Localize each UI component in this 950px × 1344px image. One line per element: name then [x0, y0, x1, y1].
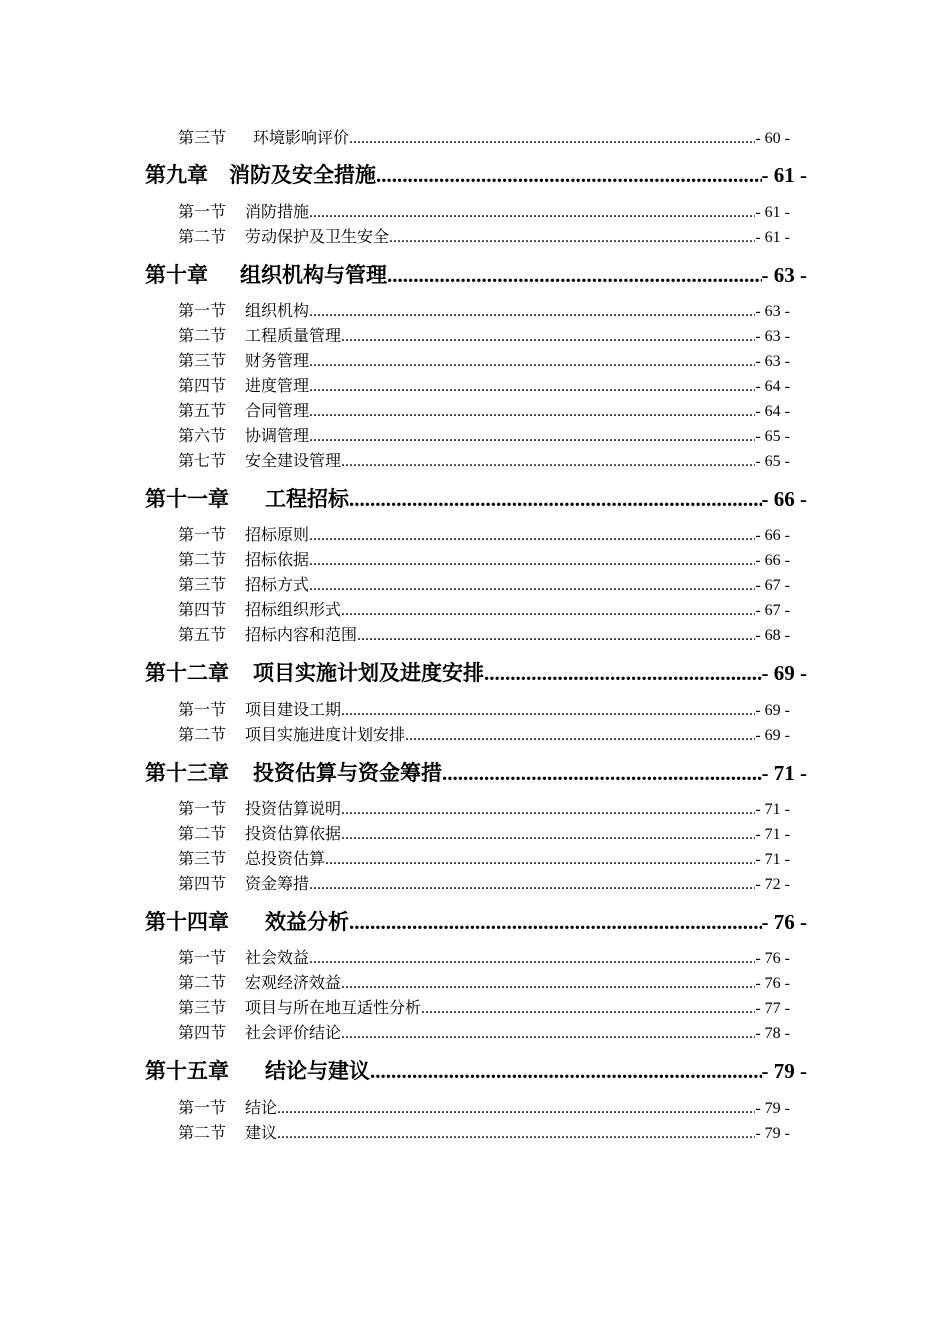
chapter-number: 第十四章 [145, 909, 229, 934]
section-title: 协调管理 [245, 426, 310, 445]
page-number: - 76 - [761, 910, 807, 934]
toc-section-entry[interactable] [178, 1122, 790, 1144]
page-number: - 79 - [761, 1059, 807, 1083]
section-number: 第二节 [178, 227, 227, 246]
page-number: - 64 - [755, 403, 790, 420]
toc-section-entry[interactable] [178, 524, 790, 546]
chapter-number: 第十五章 [145, 1058, 229, 1083]
toc-section-entry[interactable] [178, 127, 790, 149]
chapter-title: 消防及安全措施 [229, 162, 376, 187]
toc-section-entry[interactable] [178, 823, 790, 845]
page-number: - 66 - [755, 552, 790, 569]
chapter-title: 投资估算与资金筹措 [253, 760, 442, 785]
dot-leader [370, 1056, 762, 1086]
dot-leader [325, 849, 755, 870]
toc-section-entry[interactable] [178, 574, 790, 596]
section-title: 劳动保护及卫生安全 [245, 227, 390, 246]
page-number: - 71 - [755, 801, 790, 818]
dot-leader [376, 160, 762, 190]
chapter-title: 组织机构与管理 [240, 262, 387, 287]
page-number: - 68 - [755, 627, 790, 644]
dot-leader [442, 758, 762, 788]
toc-section-entry[interactable] [178, 699, 790, 721]
section-title: 项目建设工期 [245, 700, 342, 719]
toc-section-entry[interactable] [178, 425, 790, 447]
section-number: 第二节 [178, 1123, 227, 1142]
dot-leader [277, 1123, 755, 1144]
toc-chapter-entry[interactable] [145, 907, 807, 937]
toc-chapter-entry[interactable] [145, 658, 807, 688]
section-number: 第三节 [178, 998, 227, 1017]
section-title: 招标内容和范围 [245, 625, 358, 644]
section-number: 第三节 [178, 351, 227, 370]
section-title: 宏观经济效益 [245, 973, 342, 992]
dot-leader [277, 1098, 755, 1119]
section-number: 第一节 [178, 301, 227, 320]
dot-leader [341, 1023, 755, 1044]
section-title: 工程质量管理 [245, 326, 342, 345]
dot-leader [484, 658, 762, 688]
section-title: 招标依据 [245, 550, 310, 569]
dot-leader [309, 948, 755, 969]
toc-chapter-entry[interactable] [145, 260, 807, 290]
section-title: 投资估算依据 [245, 824, 342, 843]
toc-section-entry[interactable] [178, 972, 790, 994]
section-number: 第一节 [178, 525, 227, 544]
toc-section-entry[interactable] [178, 549, 790, 571]
page-number: - 79 - [755, 1100, 790, 1117]
toc-chapter-entry[interactable] [145, 758, 807, 788]
page-number: - 72 - [755, 876, 790, 893]
section-title: 财务管理 [245, 351, 310, 370]
section-title: 招标方式 [245, 575, 310, 594]
chapter-number: 第十二章 [145, 660, 229, 685]
section-title: 资金筹措 [245, 874, 310, 893]
page-number: - 76 - [755, 975, 790, 992]
dot-leader [405, 725, 755, 746]
toc-section-entry[interactable] [178, 1022, 790, 1044]
section-number: 第二节 [178, 824, 227, 843]
page-number: - 67 - [755, 577, 790, 594]
section-number: 第二节 [178, 326, 227, 345]
toc-section-entry[interactable] [178, 798, 790, 820]
toc-section-entry[interactable] [178, 873, 790, 895]
page-number: - 66 - [755, 527, 790, 544]
toc-section-entry[interactable] [178, 350, 790, 372]
chapter-number: 第九章 [145, 162, 208, 187]
section-title: 招标组织形式 [245, 600, 342, 619]
page-number: - 63 - [761, 263, 807, 287]
chapter-title: 工程招标 [265, 486, 349, 511]
section-number: 第二节 [178, 550, 227, 569]
toc-section-entry[interactable] [178, 624, 790, 646]
section-number: 第一节 [178, 799, 227, 818]
page-number: - 71 - [755, 826, 790, 843]
section-number: 第四节 [178, 600, 227, 619]
page-number: - 71 - [755, 851, 790, 868]
section-number: 第三节 [178, 128, 227, 147]
toc-section-entry[interactable] [178, 375, 790, 397]
section-number: 第二节 [178, 973, 227, 992]
toc-section-entry[interactable] [178, 201, 790, 223]
toc-chapter-entry[interactable] [145, 484, 807, 514]
section-number: 第七节 [178, 451, 227, 470]
dot-leader [341, 973, 755, 994]
dot-leader [309, 575, 755, 596]
chapter-title: 项目实施计划及进度安排 [253, 660, 484, 685]
page-number: - 63 - [755, 328, 790, 345]
section-number: 第五节 [178, 401, 227, 420]
page-number: - 61 - [761, 163, 807, 187]
page-number: - 60 - [755, 130, 790, 147]
dot-leader [309, 426, 755, 447]
page-number: - 69 - [755, 702, 790, 719]
dot-leader [389, 227, 755, 248]
dot-leader [349, 484, 762, 514]
section-title: 合同管理 [245, 401, 310, 420]
section-title: 投资估算说明 [245, 799, 342, 818]
toc-section-entry[interactable] [178, 450, 790, 472]
toc-section-entry[interactable] [178, 1097, 790, 1119]
toc-section-entry[interactable] [178, 724, 790, 746]
section-number: 第三节 [178, 849, 227, 868]
page-number: - 78 - [755, 1025, 790, 1042]
dot-leader [309, 351, 755, 372]
section-title: 总投资估算 [245, 849, 326, 868]
page-number: - 77 - [755, 1000, 790, 1017]
dot-leader [309, 550, 755, 571]
chapter-number: 第十章 [145, 262, 208, 287]
toc-section-entry[interactable] [178, 599, 790, 621]
section-number: 第二节 [178, 725, 227, 744]
dot-leader [341, 451, 755, 472]
chapter-title: 结论与建议 [265, 1058, 370, 1083]
toc-section-entry[interactable] [178, 325, 790, 347]
section-number: 第六节 [178, 426, 227, 445]
toc-section-entry[interactable] [178, 400, 790, 422]
page-number: - 69 - [761, 661, 807, 685]
dot-leader [387, 260, 762, 290]
section-number: 第四节 [178, 874, 227, 893]
section-number: 第五节 [178, 625, 227, 644]
dot-leader [341, 326, 755, 347]
section-title: 组织机构 [245, 301, 310, 320]
dot-leader [309, 301, 755, 322]
dot-leader [309, 401, 755, 422]
toc-section-entry[interactable] [178, 947, 790, 969]
toc-section-entry[interactable] [178, 300, 790, 322]
chapter-number: 第十一章 [145, 486, 229, 511]
toc-section-entry[interactable] [178, 997, 790, 1019]
section-title: 项目实施进度计划安排 [245, 725, 406, 744]
page-number: - 65 - [755, 453, 790, 470]
section-title: 进度管理 [245, 376, 310, 395]
page-number: - 69 - [755, 727, 790, 744]
dot-leader [341, 600, 755, 621]
dot-leader [309, 874, 755, 895]
section-title: 建议 [245, 1123, 278, 1142]
dot-leader [309, 525, 755, 546]
section-number: 第一节 [178, 202, 227, 221]
section-title: 消防措施 [245, 202, 310, 221]
section-number: 第四节 [178, 1023, 227, 1042]
page-number: - 79 - [755, 1125, 790, 1142]
section-title: 招标原则 [245, 525, 310, 544]
dot-leader [357, 625, 755, 646]
dot-leader [421, 998, 755, 1019]
dot-leader [309, 202, 755, 223]
page-number: - 61 - [755, 229, 790, 246]
toc-section-entry[interactable] [178, 226, 790, 248]
section-number: 第一节 [178, 948, 227, 967]
dot-leader [349, 907, 762, 937]
section-title: 安全建设管理 [245, 451, 342, 470]
toc-chapter-entry[interactable] [145, 1056, 807, 1086]
page-number: - 67 - [755, 602, 790, 619]
toc-chapter-entry[interactable] [145, 160, 807, 190]
dot-leader [341, 799, 755, 820]
page-number: - 65 - [755, 428, 790, 445]
section-number: 第四节 [178, 376, 227, 395]
dot-leader [341, 700, 755, 721]
toc-section-entry[interactable] [178, 848, 790, 870]
chapter-number: 第十三章 [145, 760, 229, 785]
section-number: 第三节 [178, 575, 227, 594]
chapter-title: 效益分析 [265, 909, 349, 934]
section-title: 社会评价结论 [245, 1023, 342, 1042]
page-number: - 63 - [755, 353, 790, 370]
dot-leader [341, 824, 755, 845]
page-number: - 61 - [755, 204, 790, 221]
section-title: 环境影响评价 [253, 128, 350, 147]
section-title: 项目与所在地互适性分析 [245, 998, 422, 1017]
page-number: - 64 - [755, 378, 790, 395]
section-number: 第一节 [178, 700, 227, 719]
dot-leader [349, 128, 755, 149]
section-title: 社会效益 [245, 948, 310, 967]
dot-leader [309, 376, 755, 397]
page-number: - 71 - [761, 761, 807, 785]
page-number: - 66 - [761, 487, 807, 511]
page-number: - 76 - [755, 950, 790, 967]
section-title: 结论 [245, 1098, 278, 1117]
page-number: - 63 - [755, 303, 790, 320]
section-number: 第一节 [178, 1098, 227, 1117]
